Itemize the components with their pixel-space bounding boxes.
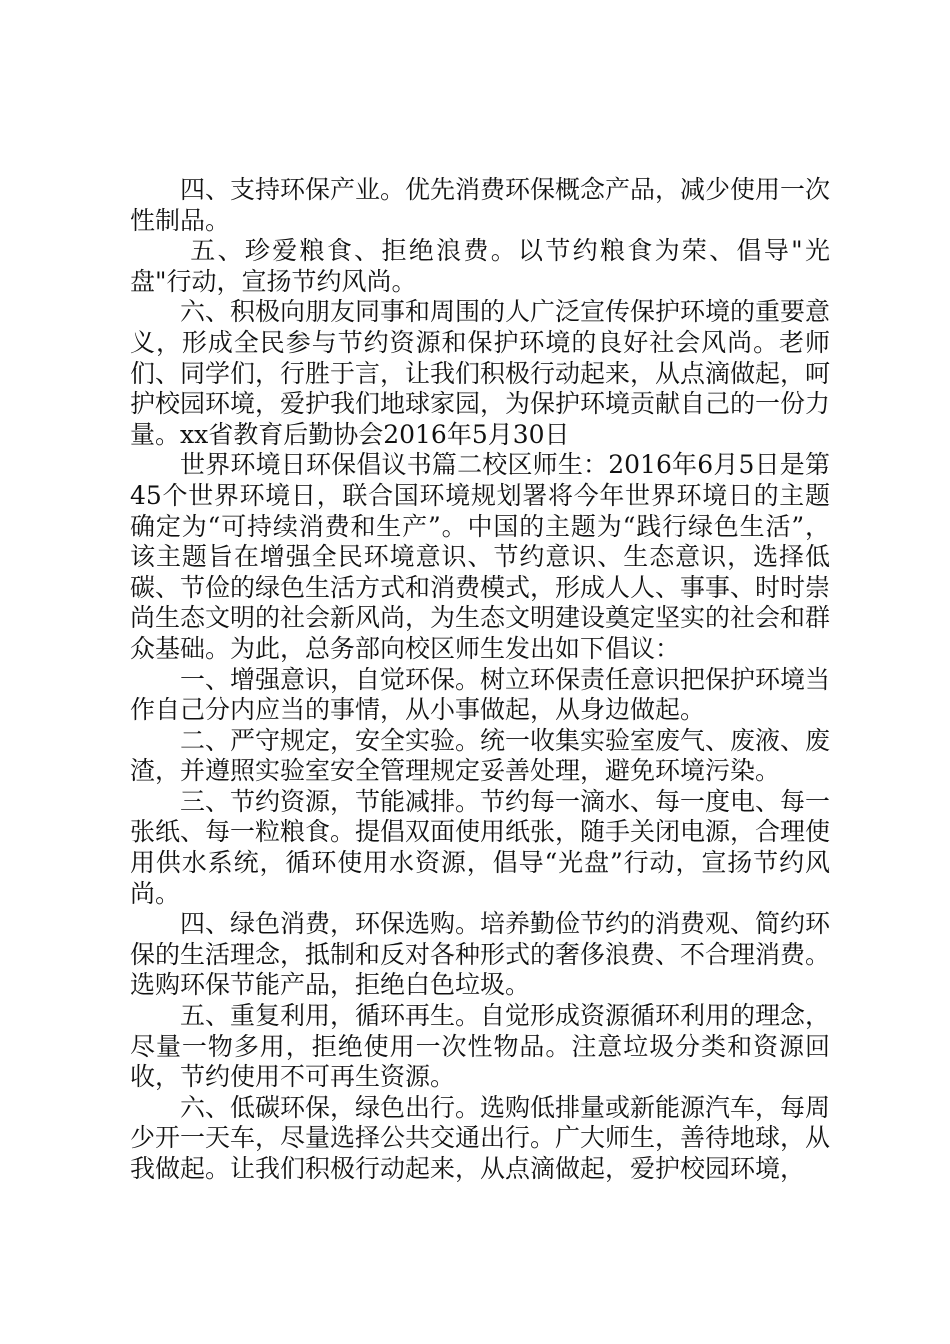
paragraph-1: 四、支持环保产业。优先消费环保概念产品，减少使用一次性制品。	[130, 175, 831, 235]
paragraph-5: 一、增强意识，自觉环保。树立环保责任意识把保护环境当作自己分内应当的事情，从小事做起，从身边做起。	[130, 664, 831, 725]
paragraph-6: 二、严守规定，安全实验。统一收集实验室废气、废液、废渣，并遵照实验室安全管理规定妥善处理，避免环境污染。	[130, 725, 831, 786]
paragraph-2: 五、珍爱粮食、拒绝浪费。以节约粮食为荣、倡导"光盘"行动，宣扬节约风尚。	[130, 236, 830, 296]
paragraph-3: 六、积极向朋友同事和周围的人广泛宣传保护环境的重要意义，形成全民参与节约资源和保护环境的良好社会风尚。老师们、同学们，行胜于言，让我们积极行动起来，从点滴做起，呵护校园环境，爱护我们地球家园，为保护环境贡献自己的一份力量。xx省教育后勤协会2016年5月30日	[130, 297, 831, 449]
paragraph-8: 四、绿色消费，环保选购。培养勤俭节约的消费观、简约环保的生活理念，抵制和反对各种形式的奢侈浪费、不合理消费。选购环保节能产品，拒绝白色垃圾。	[130, 909, 831, 1000]
paragraph-10: 六、低碳环保，绿色出行。选购低排量或新能源汽车，每周少开一天车，尽量选择公共交通出行。广大师生，善待地球，从我做起。让我们积极行动起来，从点滴做起，爱护校园环境，	[130, 1092, 831, 1183]
paragraph-4: 世界环境日环保倡议书篇二校区师生：2016年6月5日是第45个世界环境日，联合国环境规划署将今年世界环境日的主题确定为“可持续消费和生产”。中国的主题为“践行绿色生活”，该主题旨在增强全民环境意识、节约意识、生态意识，选择低碳、节俭的绿色生活方式和消费模式，形成人人、事事、时时崇尚生态文明的社会新风尚，为生态文明建设奠定坚实的社会和群众基础。为此，总务部向校区师生发出如下倡议：	[130, 450, 831, 663]
paragraph-9: 五、重复利用，循环再生。自觉形成资源循环利用的理念，尽量一物多用，拒绝使用一次性物品。注意垃圾分类和资源回收，节约使用不可再生资源。	[130, 1001, 831, 1092]
paragraph-7: 三、节约资源，节能减排。节约每一滴水、每一度电、每一张纸、每一粒粮食。提倡双面使用纸张，随手关闭电源，合理使用供水系统，循环使用水资源，倡导“光盘”行动，宣扬节约风尚。	[130, 786, 831, 908]
document-body	[130, 175, 830, 1185]
